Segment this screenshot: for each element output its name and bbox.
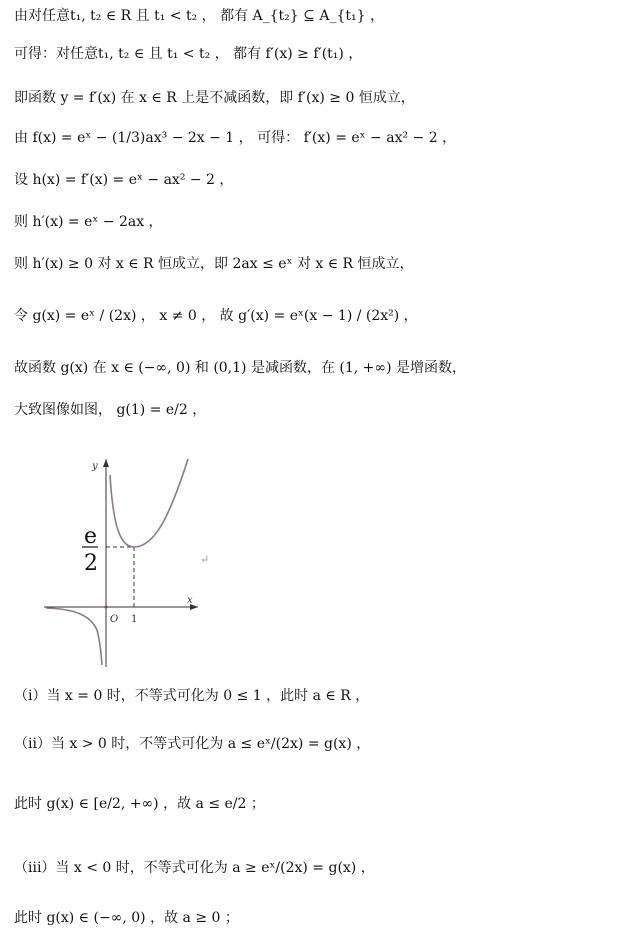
- curve-left-branch: [46, 608, 102, 665]
- text-line-2: 可得：对任意t₁, t₂ ∈ 且 t₁ < t₂ ， 都有 f′(x) ≥ f′(t₁) ，: [14, 46, 363, 62]
- text-line-4: 由 f(x) = eˣ − (1/3)ax³ − 2x − 1 ， 可得： f′(x) = eˣ − ax² − 2 ，: [14, 130, 457, 146]
- return-mark: ↵: [200, 553, 210, 566]
- function-graph-figure: [40, 455, 210, 670]
- text-line-10: 大致图像如图， g(1) = e/2 ，: [14, 402, 207, 418]
- text-line-9: 故函数 g(x) 在 x ∈ (−∞, 0) 和 (0,1) 是减函数，在 (1, +∞) 是增函数，: [14, 360, 466, 376]
- text-line-7: 则 h′(x) ≥ 0 对 x ∈ R 恒成立，即 2ax ≤ eˣ 对 x ∈ R 恒成立，: [14, 256, 414, 272]
- origin-label: O: [110, 614, 119, 625]
- origin-dot: [105, 606, 108, 609]
- text-line-5: 设 h(x) = f′(x) = eˣ − ax² − 2 ，: [14, 172, 234, 188]
- y-axis-label: y: [92, 461, 98, 472]
- curve-right-branch: [110, 459, 188, 547]
- y-mark-label-e: e: [84, 524, 98, 549]
- y-mark-label-2: 2: [84, 551, 98, 576]
- text-line-6: 则 h′(x) = eˣ − 2ax ，: [14, 214, 163, 230]
- text-line-15: 此时 g(x) ∈ (−∞, 0) ，故 a ≥ 0 ；: [14, 910, 239, 926]
- text-line-14: （iii）当 x < 0 时，不等式可化为 a ≥ eˣ/(2x) = g(x) ，: [14, 860, 375, 876]
- x-axis-label: x: [187, 595, 193, 606]
- text-line-12: （ii）当 x > 0 时，不等式可化为 a ≤ eˣ/(2x) = g(x) ，: [14, 736, 371, 752]
- y-axis-arrow: [103, 459, 109, 467]
- text-line-11: （i）当 x = 0 时，不等式可化为 0 ≤ 1 ，此时 a ∈ R ，: [14, 688, 370, 704]
- x-tick-label-1: 1: [131, 614, 138, 625]
- text-line-13: 此时 g(x) ∈ [e/2, +∞) ，故 a ≤ e/2 ；: [14, 796, 265, 812]
- text-line-8: 令 g(x) = eˣ / (2x) ， x ≠ 0 ， 故 g′(x) = eˣ(x − 1) / (2x²) ，: [14, 308, 418, 324]
- text-line-1: 由对任意t₁, t₂ ∈ R 且 t₁ < t₂ ， 都有 A_{t₂} ⊆ A_{t₁} ，: [14, 8, 384, 24]
- text-line-3: 即函数 y = f′(x) 在 x ∈ R 上是不减函数，即 f′(x) ≥ 0 恒成立，: [14, 90, 415, 106]
